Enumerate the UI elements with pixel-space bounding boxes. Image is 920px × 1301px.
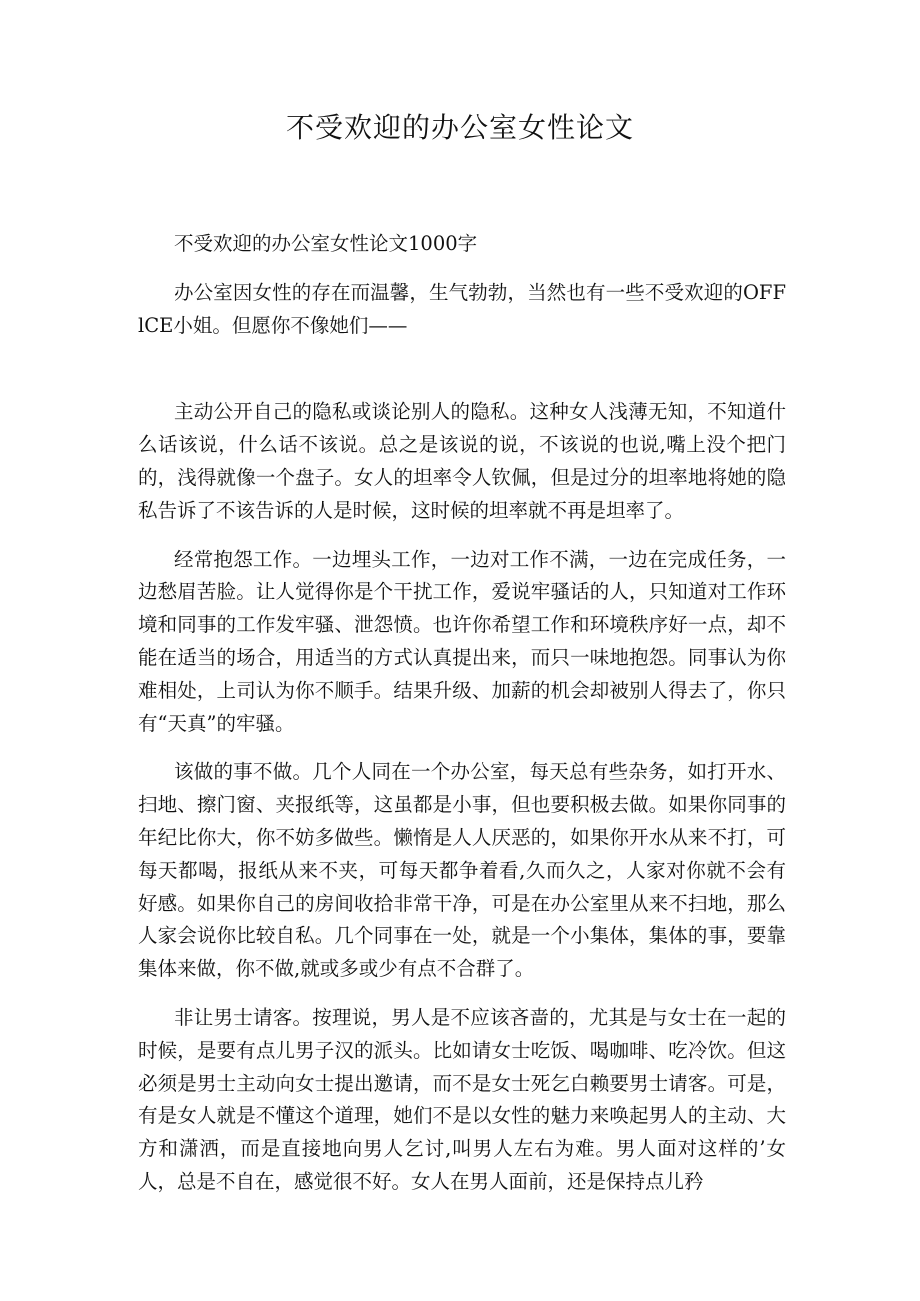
document-title: 不受欢迎的办公室女性论文: [285, 111, 634, 144]
paragraph-treat: 非让男士请客。按理说，男人是不应该吝啬的，尤其是与女士在一起的时候，是要有点儿男子汉的派头。比如请女士吃饭、喝咖啡、吃冷饮。但这必须是男士主动向女士提出邀请，而不是女士死乞白赖要男士请客。可是，有是女人就是不懂这个道理，她们不是以女性的魅力来唤起男人的主动、大方和潇洒，而是直接地向男人乞讨,叫男人左右为难。男人面对这样的’女人，总是不自在，感觉很不好。女人在男人面前，还是保持点儿矜: [138, 1005, 786, 1193]
paragraph-complaining: 经常抱怨工作。一边埋头工作，一边对工作不满，一边在完成任务，一边愁眉苦脸。让人觉得你是个干扰工作，爱说牢骚话的人，只知道对工作环境和同事的工作发牢骚、泄怨愤。也许你希望工作和环境秩序好一点，却不能在适当的场合，用适当的方式认真提出来，而只一味地抱怨。同事认为你难相处，上司认为你不顺手。结果升级、加薪的机会却被别人得去了，你只有“天真”的牢骚。: [138, 547, 786, 735]
paragraph-chores: 该做的事不做。几个人同在一个办公室，每天总有些杂务，如打开水、扫地、擦门窗、夹报纸等，这虽都是小事，但也要积极去做。如果你同事的年纪比你大，你不妨多做些。懒惰是人人厌恶的，如果你开水从来不打，可每天都喝，报纸从来不夹，可每天都争着看,久而久之，人家对你就不会有好感。如果你自己的房间收拾非常干净，可是在办公室里从来不扫地，那么人家会说你比较自私。几个同事在一处，就是一个小集体，集体的事，要靠集体来做，你不做,就或多或少有点不合群了。: [138, 760, 786, 981]
document-subtitle: 不受欢迎的办公室女性论文1000字: [174, 232, 478, 255]
paragraph-intro: 办公室因女性的存在而温馨，生气勃勃，当然也有一些不受欢迎的OFFlCE小姐。但愿你不像她们——: [138, 280, 786, 337]
paragraph-privacy: 主动公开自己的隐私或谈论别人的隐私。这种女人浅薄无知，不知道什么话该说，什么话不该说。总之是该说的说，不该说的也说,嘴上没个把门的，浅得就像一个盘子。女人的坦率令人钦佩，但是过分的坦率地将她的隐私告诉了不该告诉的人是时候，这时候的坦率就不再是坦率了。: [138, 400, 786, 522]
document-body: [138, 228, 786, 1199]
